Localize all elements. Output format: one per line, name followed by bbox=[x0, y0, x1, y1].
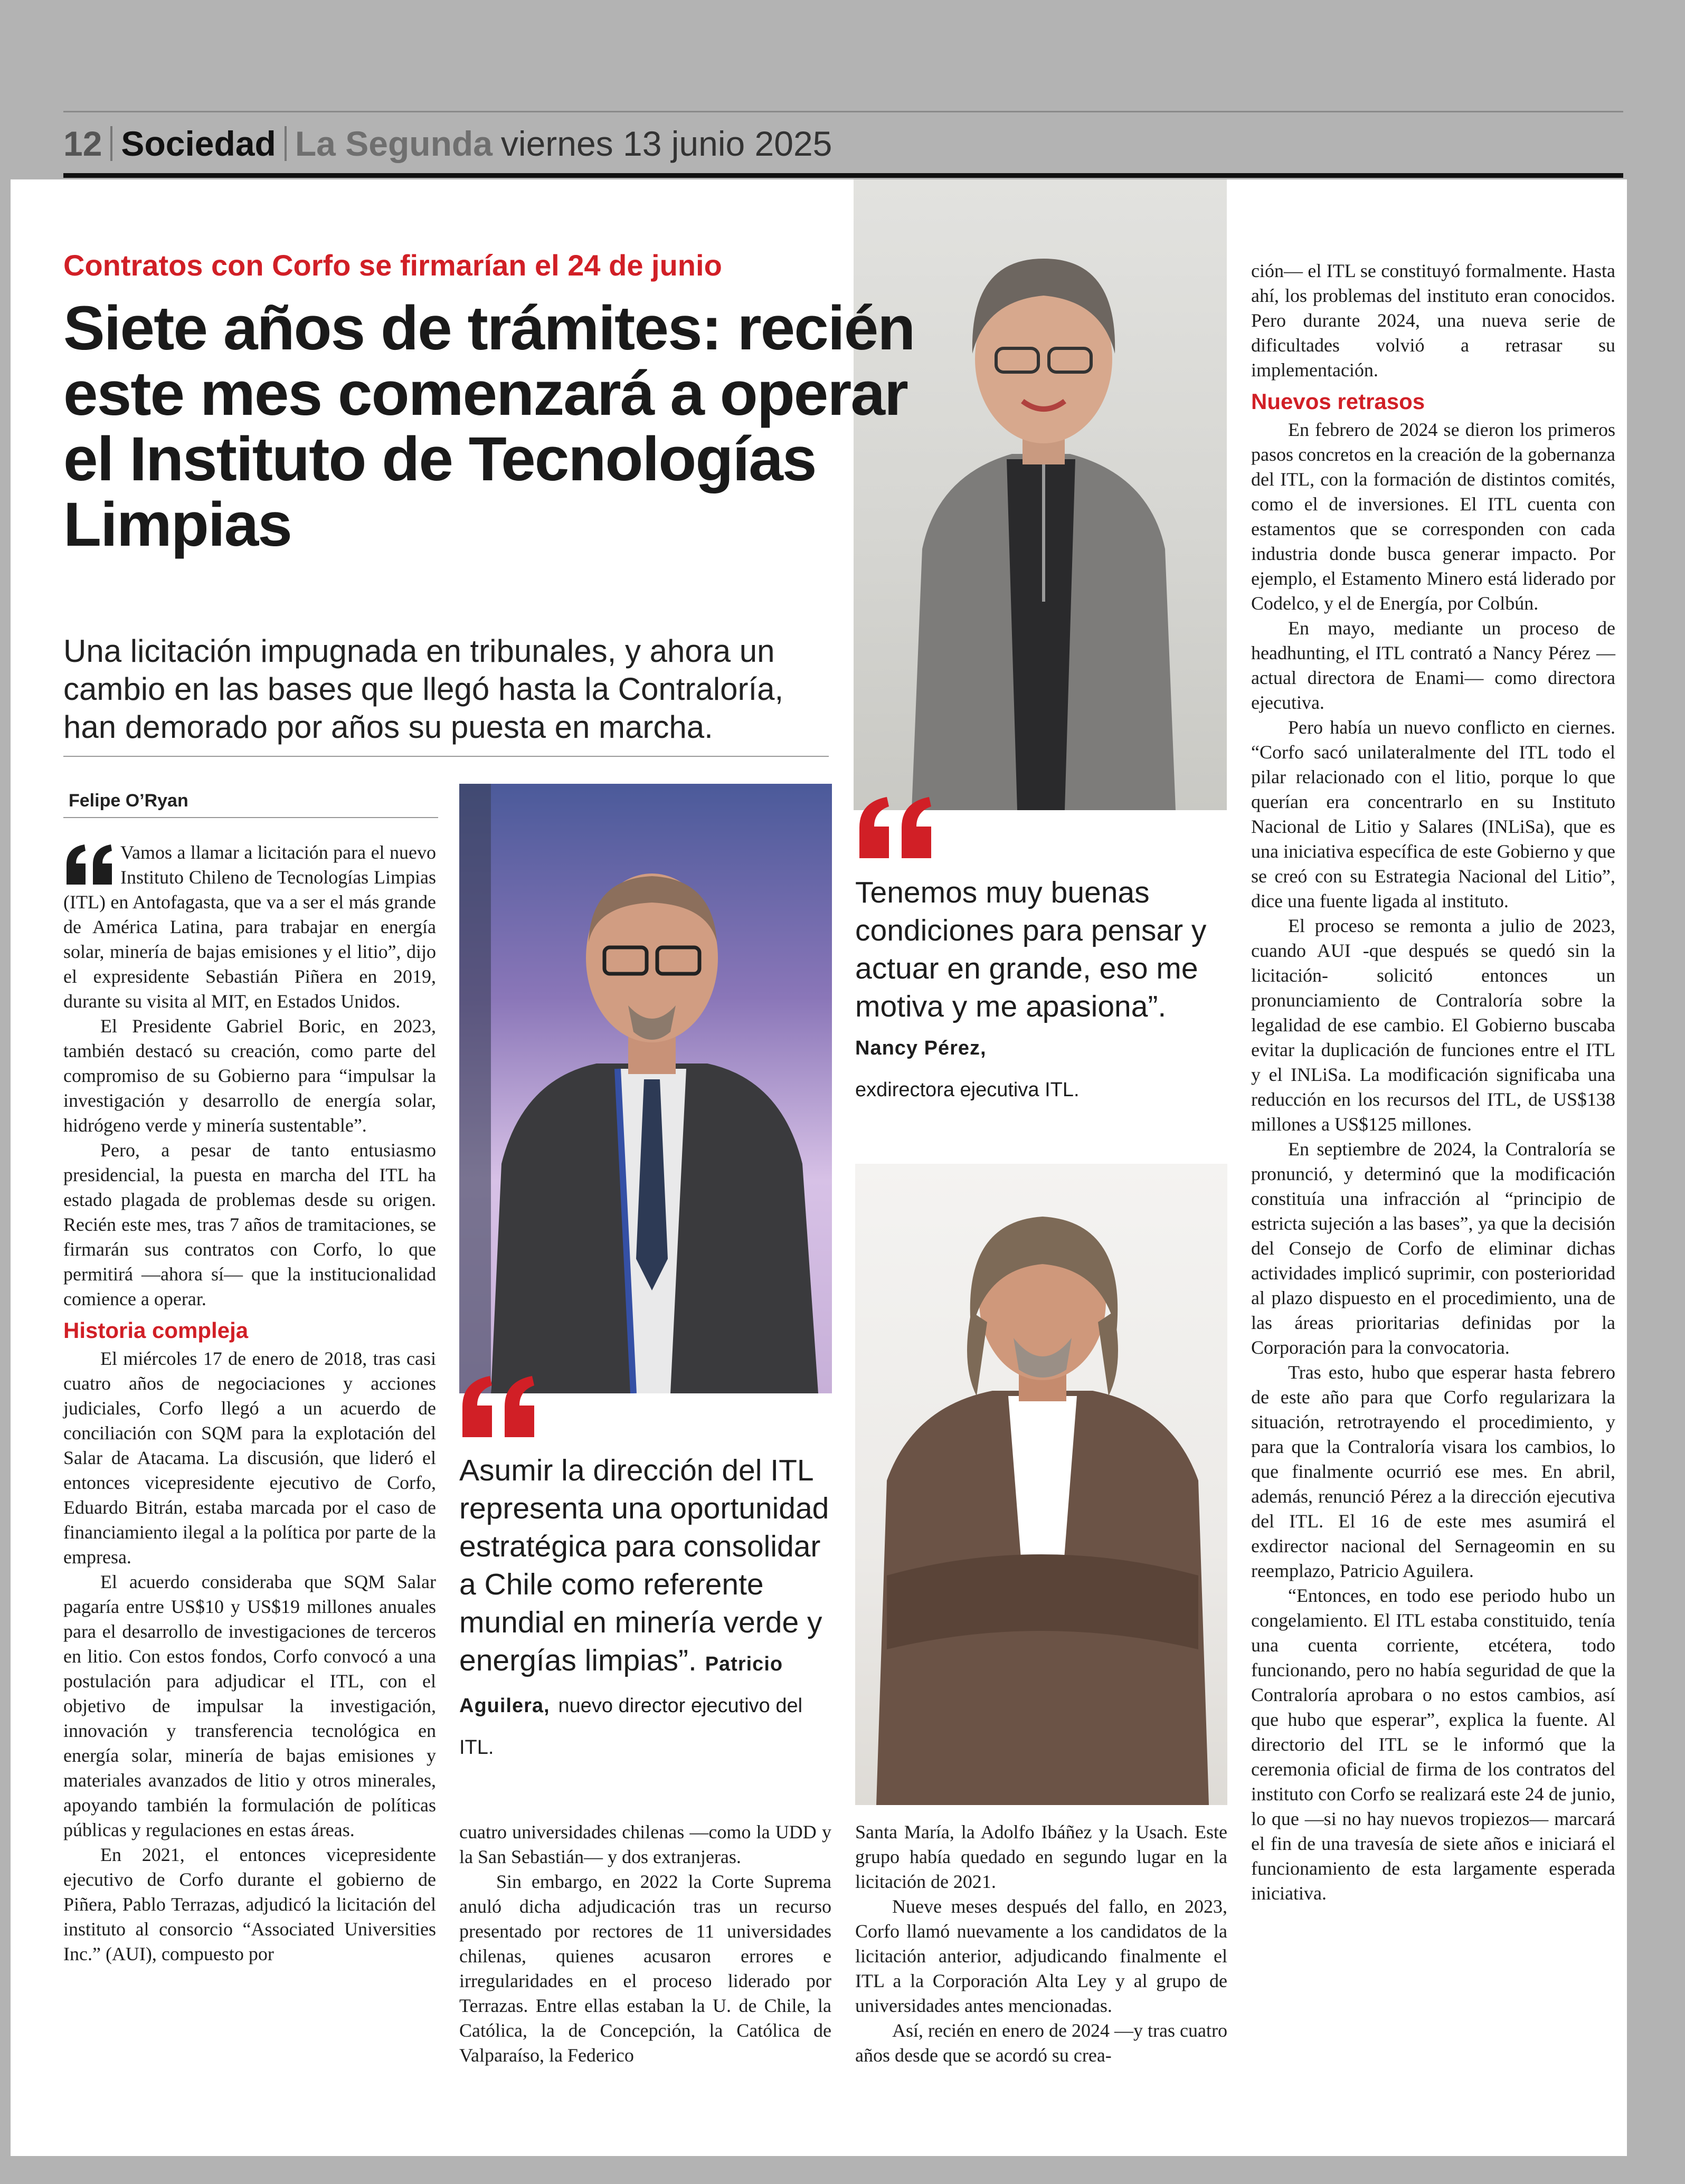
body-paragraph: Pero había un nuevo conflicto en ciernes. “Corfo sacó unilateralmente del ITL todo el pilar relacionado con el litio, porque lo que querían era concentrarlo en su Instituto Nacional de Litio y Salares (INLiSa), que es una iniciativa específica de este Gobierno y que se creó con su Estrategia Nacional del Litio”, dice una fuente ligada al instituto. bbox=[1251, 717, 1615, 911]
article-kicker: Contratos con Corfo se firmarían el 24 de junio bbox=[63, 249, 722, 282]
body-paragraph: Santa María, la Adolfo Ibáñez y la Usach. Este grupo había quedado en segundo lugar en la licitación de 2021. bbox=[855, 1821, 1227, 1892]
subhead-historia: Historia compleja bbox=[63, 1318, 249, 1343]
article-column-2 bbox=[459, 1820, 831, 2068]
portrait-illustration bbox=[459, 784, 832, 1393]
body-paragraph: Vamos a llamar a licitación para el nuevo Instituto Chileno de Tecnologías Limpias (ITL) en Antofagasta, que va a ser el más grande de América Latina, para trabajar en energía solar, minería de bajas emisiones y el litio”, dijo el expresidente Sebastián Piñera en 2019, durante su visita al MIT, en Estados Unidos. bbox=[63, 842, 436, 1012]
body-paragraph: Sin embargo, en 2022 la Corte Suprema anuló dicha adjudicación tras un recurso presentado por rectores de 11 universidades chilenas, quienes acusaron errores e irregularidades en el proceso liderado por Terrazas. Entre ellas estaban la U. de Chile, la Católica, la de Concepción, la Católica de Valparaíso, la Federico bbox=[459, 1871, 831, 2066]
body-paragraph: “Entonces, en todo ese periodo hubo un congelamiento. El ITL estaba constituido, tenía una cuenta corriente, etcétera, todo funcionando, pero no había seguridad de que la Contraloría aprobara o no estos cambios, así que hubo que esperar”, explica la fuente. Al directorio del ITL se le informó que la ceremonia oficial de firma de los contratos del instituto con Corfo se realizará este 24 de junio, lo que —si no hay nuevos tropiezos— marcará el fin de una travesía de siete años e iniciará el funcionamiento de esta largamente esperada iniciativa. bbox=[1251, 1585, 1615, 1904]
body-paragraph: Tras esto, hubo que esperar hasta febrero de este año para que Corfo regularizara la situación, retrotrayendo el procedimiento, y para que la Contraloría visara los cambios, lo que finalmente ocurrió ese mes. En abril, además, renunció Pérez a la dirección ejecutiva del ITL. El 16 de este mes asumirá el exdirector nacional del Sernageomin en su reemplazo, Patricio Aguilera. bbox=[1251, 1362, 1615, 1581]
header-top-rule bbox=[63, 111, 1623, 112]
pull-quote-aguilera bbox=[459, 1451, 834, 1763]
body-paragraph: ción— el ITL se constituyó formalmente. Hasta ahí, los problemas del instituto eran conocidos. Pero durante 2024, una nueva serie de dificultades volvió a retrasar su implementación. bbox=[1251, 260, 1615, 381]
body-paragraph: El acuerdo consideraba que SQM Salar pagaría entre US$10 y US$19 millones anuales para el desarrollo de investigaciones de terceros en litio. Con estos fondos, Corfo convocó a una postulación para adjudicar el ITL, con el objetivo de impulsar la investigación, innovación y transferencia tecnológica en energía solar, minería de bajas emisiones y materiales avanzados de litio y otros minerales, apoyando también la formulación de políticas públicas y regulaciones en estas áreas. bbox=[63, 1571, 436, 1840]
body-paragraph: En mayo, mediante un proceso de headhunting, el ITL contrató a Nancy Pérez —actual directora de Enami— como directora ejecutiva. bbox=[1251, 618, 1615, 713]
header-bottom-rule bbox=[63, 173, 1623, 178]
article-column-1 bbox=[63, 840, 436, 1967]
pull-quote-name: Patricio Aguilera, bbox=[459, 1653, 783, 1717]
header-divider bbox=[110, 126, 112, 161]
article-column-4 bbox=[1251, 259, 1615, 1906]
article-column-3 bbox=[855, 1820, 1227, 2068]
body-paragraph: En 2021, el entonces vicepresidente ejecutivo de Corfo durante el gobierno de Piñera, Pablo Terrazas, adjudicó la licitación del instituto al consorcio “Associated Universities Inc.” (AUI), compuesto por bbox=[63, 1844, 436, 1964]
pull-quote-role: exdirectora ejecutiva ITL. bbox=[855, 1079, 1080, 1101]
subhead-retrasos: Nuevos retrasos bbox=[1251, 389, 1425, 414]
portrait-illustration bbox=[855, 1164, 1227, 1805]
pull-quote-nancy bbox=[855, 873, 1235, 1105]
publication-name: La Segunda bbox=[295, 124, 493, 163]
photo-patricio-aguilera-portrait bbox=[855, 1164, 1227, 1805]
body-paragraph: En septiembre de 2024, la Contraloría se pronunció, y determinó que la modificación constituía una infracción al “principio de estricta sujeción a las bases”, ya que la decisión del Consejo de Corfo de eliminar dichas actividades implicó suprimir, con posterioridad al plazo dispuesto en el procedimiento, una de las áreas prioritarias definidas por la Corporación para la convocatoria. bbox=[1251, 1138, 1615, 1358]
open-quote-icon bbox=[855, 796, 940, 859]
open-quote-icon bbox=[458, 1375, 543, 1438]
body-paragraph: El miércoles 17 de enero de 2018, tras casi cuatro años de negociaciones y acciones judiciales, Corfo llegó a un acuerdo de conciliación con SQM para la explotación del Salar de Atacama. La discusión, que lideró el entonces vicepresidente ejecutivo de Corfo, Eduardo Bitrán, estaba marcada por el caso de financiamiento ilegal a la política por parte de la empresa. bbox=[63, 1348, 436, 1568]
header-divider bbox=[285, 126, 287, 161]
body-paragraph: Así, recién en enero de 2024 —y tras cuatro años desde que se acordó su crea- bbox=[855, 2020, 1227, 2066]
body-paragraph: cuatro universidades chilenas —como la UDD y la San Sebastián— y dos extranjeras. bbox=[459, 1821, 831, 1867]
issue-date: viernes 13 junio 2025 bbox=[500, 124, 832, 163]
body-paragraph: El Presidente Gabriel Boric, en 2023, también destacó su creación, como parte del compromiso de su Gobierno para “impulsar la investigación y desarrollo de energía solar, hidrógeno verde y minería sustentable”. bbox=[63, 1015, 436, 1136]
article-byline: Felipe O’Ryan bbox=[69, 791, 188, 811]
body-paragraph: El proceso se remonta a julio de 2023, cuando AUI -que después se quedó sin la licitación- solicitó entonces un pronunciamiento de Contraloría sobre la legalidad de ese cambio. El Gobierno buscaba evitar la duplicación de funciones entre el ITL y el INLiSa. La modificación significaba una reducción en los recursos del ITL, de US$138 millones a US$125 millones. bbox=[1251, 915, 1615, 1135]
article-headline: Siete años de trámites: recién este mes comenzará a operar el Instituto de Tecnologías Limpias bbox=[63, 293, 915, 559]
body-paragraph: Nueve meses después del fallo, en 2023, Corfo llamó nuevamente a los candidatos de la licitación anterior, adjudicando finalmente el ITL a la Corporación Alta Ley y al grupo de universidades antes mencionadas. bbox=[855, 1896, 1227, 2016]
section-name: Sociedad bbox=[121, 124, 276, 163]
photo-patricio-aguilera-event bbox=[459, 784, 832, 1393]
pull-quote-text: Tenemos muy buenas condiciones para pensar y actuar en grande, eso me motiva y me apasiona”. bbox=[855, 876, 1207, 1023]
page-header bbox=[63, 117, 832, 170]
pull-quote-role: nuevo director ejecutivo del ITL. bbox=[459, 1695, 803, 1759]
open-quote-icon bbox=[63, 843, 116, 886]
body-paragraph: En febrero de 2024 se dieron los primeros pasos concretos en la creación de la gobernanza del ITL, con la formación de distintos comités, como el de inversiones. El ITL cuenta con estamentos que se corresponden con cada industria donde busca generar impacto. Por ejemplo, el Estamento Minero está liderado por Codelco, y el de Energía, por Colbún. bbox=[1251, 419, 1615, 614]
pull-quote-text: Asumir la dirección del ITL representa una oportunidad estratégica para consolidar a Chile como referente mundial en minería verde y energías limpias”. bbox=[459, 1454, 829, 1677]
pull-quote-name: Nancy Pérez, bbox=[855, 1037, 987, 1059]
byline-divider bbox=[63, 817, 438, 818]
page-number: 12 bbox=[63, 124, 102, 163]
dek-divider bbox=[63, 756, 829, 757]
article-dek: Una licitación impugnada en tribunales, y ahora un cambio en las bases que llegó hasta la Contraloría, han demorado por años su puesta en marcha. bbox=[63, 633, 784, 745]
body-paragraph: Pero, a pesar de tanto entusiasmo presidencial, la puesta en marcha del ITL ha estado plagada de problemas desde su origen. Recién este mes, tras 7 años de tramitaciones, se firmarán sus contratos con Corfo, lo que permitirá —ahora sí— que la institucionalidad comience a operar. bbox=[63, 1140, 436, 1309]
